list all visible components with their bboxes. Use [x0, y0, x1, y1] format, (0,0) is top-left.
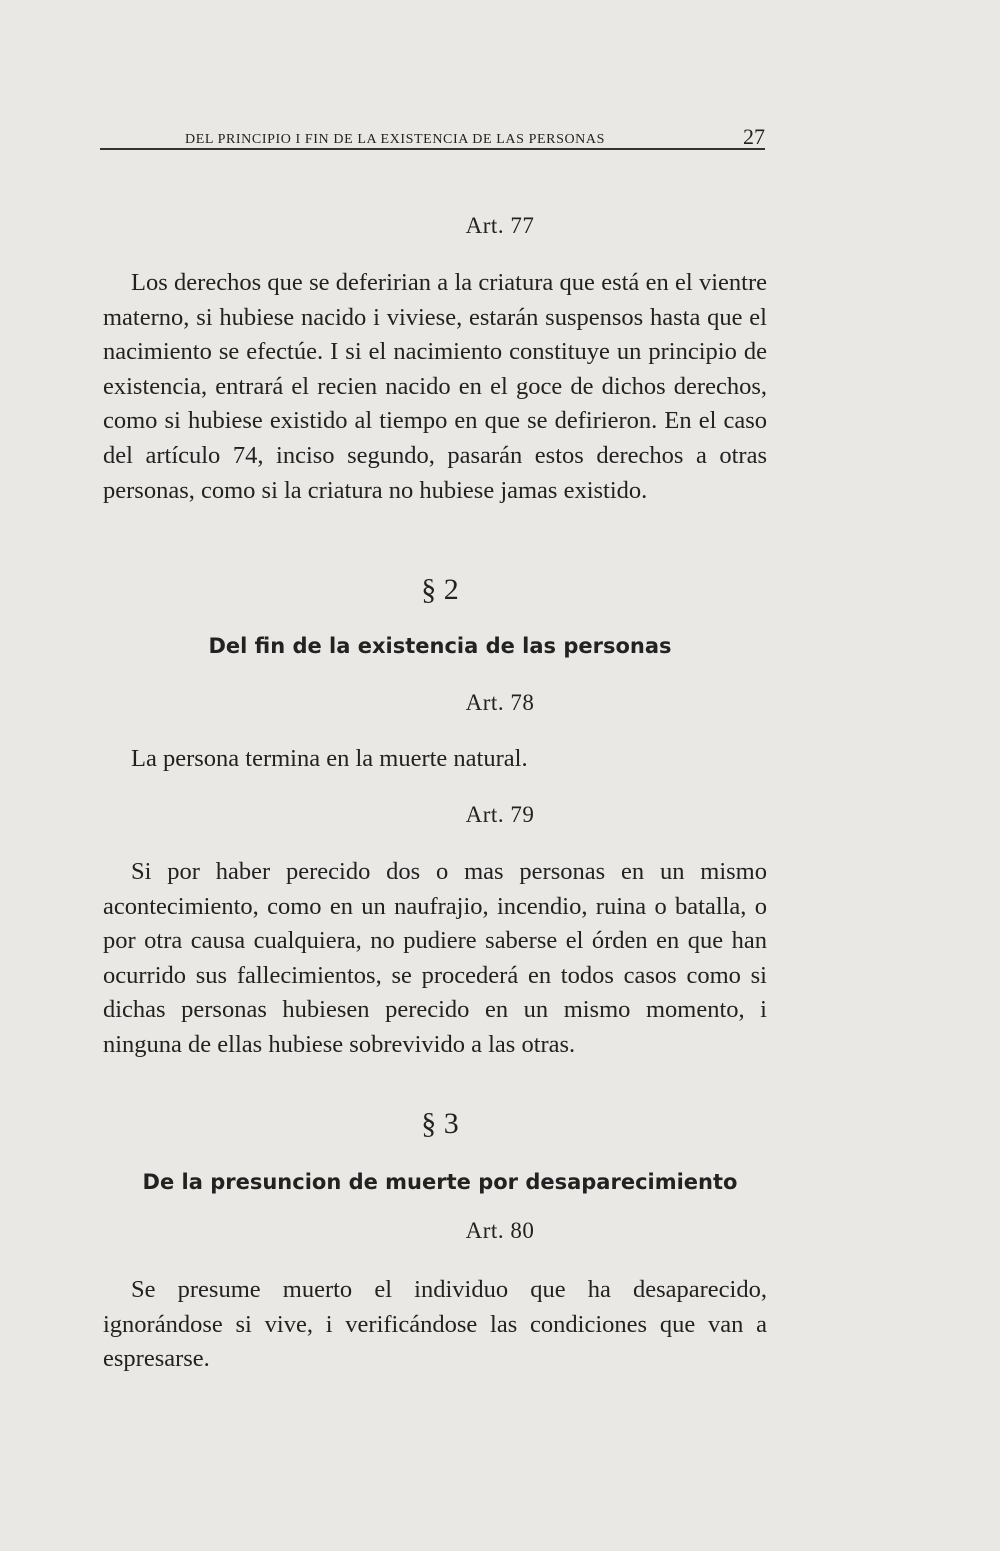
section-2-symbol: § 2 [421, 573, 459, 606]
article-80-heading [0, 1218, 1000, 1244]
article-77-text: Los derechos que se deferirian a la criatura que está en el vientre materno, si hubiese nacido i viviese, estarán suspensos hasta que el nacimiento se efectúe. I si el nacimiento constituye un principio de existencia, entrará el recien nacido en el goce de dichos derechos, como si hubiese existido al tiempo en que se defirieron. En el caso del artículo 74, inciso segundo, pasarán estos derechos a otras personas, como si la criatura no hubiese jamas existido. [103, 269, 767, 504]
article-79-heading [0, 802, 1000, 828]
article-78-heading [0, 690, 1000, 716]
article-77-label: Art. 77 [465, 213, 535, 238]
section-3-symbol: § 3 [421, 1107, 459, 1140]
running-title: DEL PRINCIPIO I FIN DE LA EXISTENCIA DE LAS PERSONAS [185, 132, 605, 147]
section-2-title: Del fin de la existencia de las personas [208, 634, 672, 658]
article-77-heading [0, 213, 1000, 239]
page-header [100, 122, 765, 150]
article-78-text: La persona termina en la muerte natural. [131, 745, 528, 772]
page-number: 27 [743, 124, 765, 149]
article-80-label: Art. 80 [465, 1218, 535, 1243]
article-80-text: Se presume muerto el individuo que ha desaparecido, ignorándose si vive, i verificándose las condiciones que van a espresarse. [103, 1276, 767, 1373]
article-79-label: Art. 79 [465, 802, 535, 827]
article-79-text: Si por haber perecido dos o mas personas en un mismo acontecimiento, como en un naufrajio, incendio, ruina o batalla, o por otra causa cualquiera, no pudiere saberse el órden en que han ocurrido sus fallecimientos, se procederá en todos casos como si dichas personas hubiesen perecido en un mismo momento, i ninguna de ellas hubiese sobrevivido a las otras. [103, 858, 767, 1058]
section-3-title: De la presuncion de muerte por desaparecimiento [142, 1170, 738, 1194]
article-78-label: Art. 78 [465, 690, 535, 715]
